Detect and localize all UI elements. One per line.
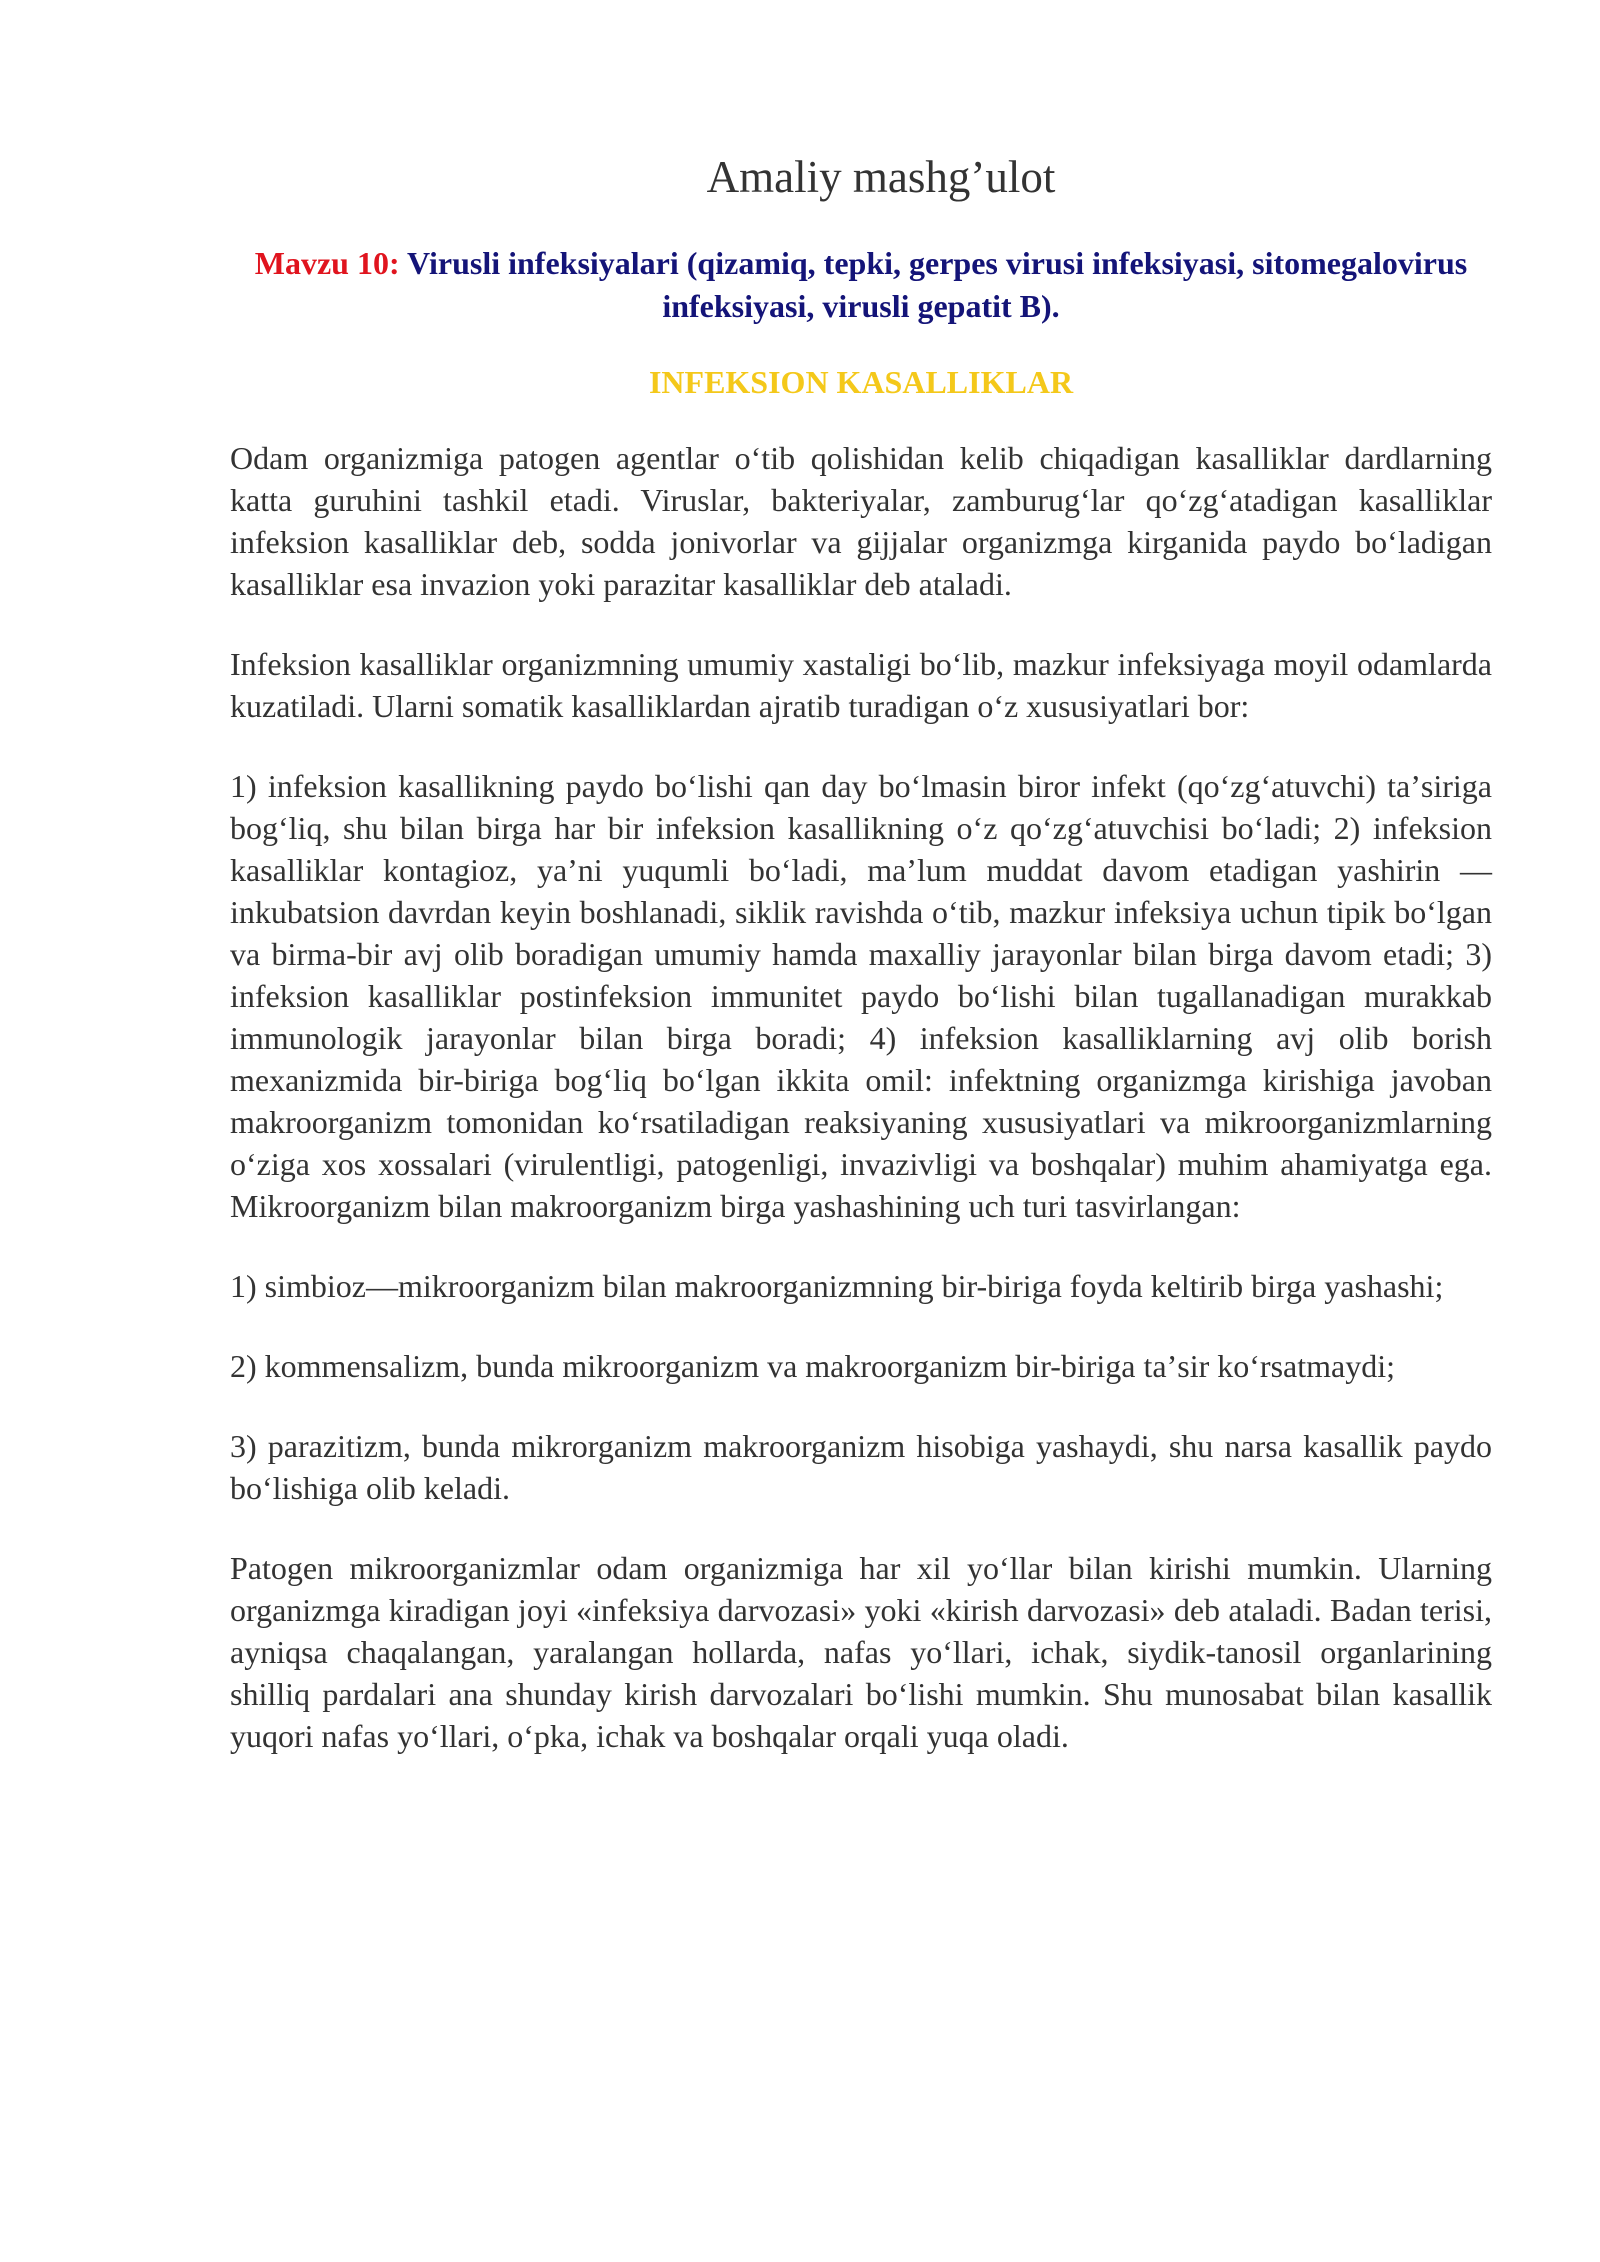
topic-line <box>230 242 1492 328</box>
paragraph-entry-gates: Patogen mikroorganizmlar odam organizmiga har xil yoʻllar bilan kirishi mumkin. Ularning organizmga kiradigan joyi «infeksiya darvozasi» yoki «kirish darvozasi» deb ataladi. Badan terisi, ayniqsa chaqalangan, yaralangan hollarda, nafas yoʻllari, ichak, siydik-tanosil organlarining shilliq pardalari ana shunday kirish darvozalari boʻlishi mumkin. Shu munosabat bilan kasallik yuqori nafas yoʻllari, oʻpka, ichak va boshqalar orqali yuqa oladi. <box>230 1550 1492 1755</box>
topic-label: Mavzu 10: <box>254 245 400 281</box>
paragraph-feature-list: 1) infeksion kasallikning paydo boʻlishi qan day boʻlmasin biror infekt (qoʻzgʻatuvchi) taʼsiriga bogʻliq, shu bilan birga har bir infeksion kasallikning oʻz qoʻzgʻatuvchisi boʻladi; 2) infeksion kasalliklar kontagioz, yaʼni yuqumli boʻladi, maʼlum muddat davom etadigan yashirin — inkubatsion davrdan keyin boshlanadi, siklik ravishda oʻtib, mazkur infeksiya uchun tipik boʻlgan va birma-bir avj olib boradigan umumiy hamda maxalliy jarayonlar bilan birga davom etadi; 3) infeksion kasalliklar postinfeksion immunitet paydo boʻlishi bilan tugallanadigan murakkab immunologik jarayonlar bilan birga boradi; 4) infeksion kasalliklarning avj olib borish mexanizmida bir-biriga bogʻliq boʻlgan ikkita omil: infektning organizmga kirishiga javoban makroorganizm tomonidan koʻrsatiladigan reaksiyaning xususiyatlari va mikroorganizmlarning oʻziga xos xossalari (virulentligi, patogenligi, invazivligi va boshqalar) muhim ahamiyatga ega. Mikroorganizm bilan makroorganizm birga yashashining uch turi tasvirlangan: <box>230 768 1492 1225</box>
document-page <box>230 150 1492 1795</box>
topic-text: Virusli infeksiyalari (qizamiq, tepki, gerpes virusi infeksiyasi, sitomegalovirus infeksiyasi, virusli gepatit B). <box>407 245 1468 324</box>
section-heading: INFEKSION KASALLIKLAR <box>648 363 1074 400</box>
paragraph-parasitism: 3) parazitizm, bunda mikrorganizm makroorganizm hisobiga yashaydi, shu narsa kasallik paydo boʻlishiga olib keladi. <box>230 1428 1492 1507</box>
paragraph-intro: Odam organizmiga patogen agentlar oʻtib qolishidan kelib chiqadigan kasalliklar dardlarning katta guruhini tashkil etadi. Viruslar, bakteriyalar, zamburugʻlar qoʻzgʻatadigan kasalliklar infeksion kasalliklar deb, sodda jonivorlar va gijjalar organizmga kirganida paydo boʻladigan kasalliklar esa invazion yoki parazitar kasalliklar deb ataladi. <box>230 440 1492 603</box>
document-title: Amaliy mashg’ulot <box>706 152 1056 202</box>
paragraph-commensalism: 2) kommensalizm, bunda mikroorganizm va makroorganizm bir-biriga taʼsir koʻrsatmaydi; <box>230 1348 1395 1385</box>
paragraph-features: Infeksion kasalliklar organizmning umumiy xastaligi boʻlib, mazkur infeksiyaga moyil odamlarda kuzatiladi. Ularni somatik kasalliklardan ajratib turadigan oʻz xususiyatlari bor: <box>230 646 1492 725</box>
paragraph-symbiosis: 1) simbioz—mikroorganizm bilan makroorganizmning bir-biriga foyda keltirib birga yashashi; <box>230 1268 1444 1305</box>
